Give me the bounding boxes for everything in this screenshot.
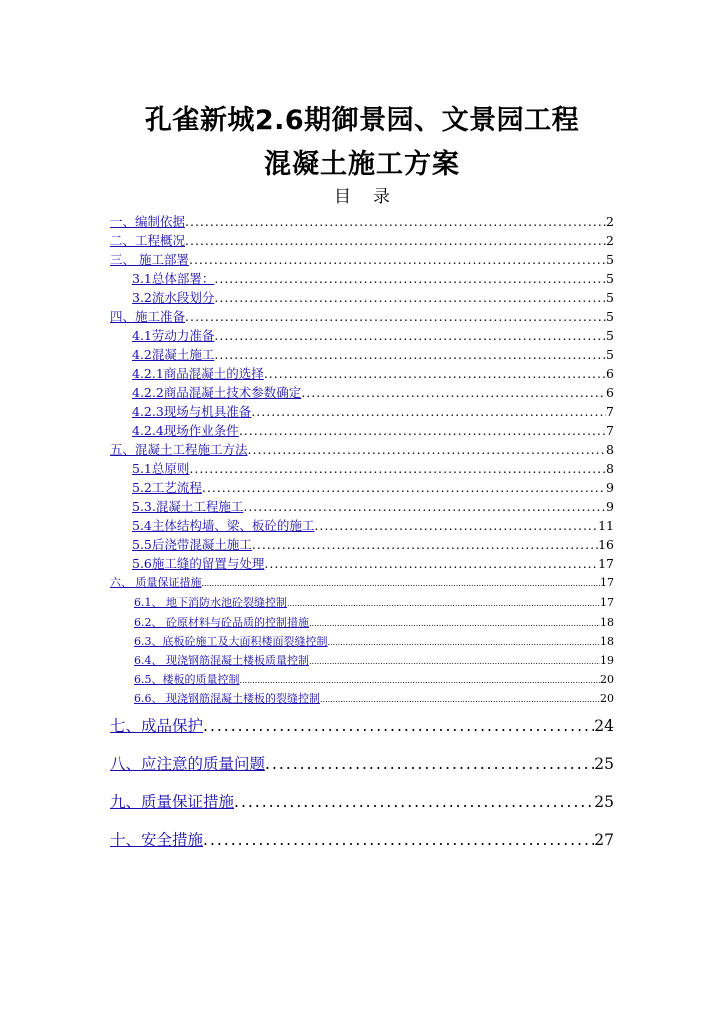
toc-page: 16 [598,537,614,552]
toc-page: 17 [600,596,614,609]
toc-leader [185,214,606,229]
toc-entry[interactable] [110,574,614,590]
toc-entry-label[interactable]: 二、工程概况 [110,233,186,248]
toc-entry[interactable] [110,497,614,514]
toc-page: 20 [600,692,614,705]
toc-entry-label[interactable]: 6.3、底板砼施工及大面积楼面裂缝控制 [134,635,328,648]
toc-page: 2 [606,214,614,229]
toc-entry[interactable] [110,383,614,400]
toc-entry[interactable] [110,250,614,267]
toc-page: 25 [594,755,614,773]
document-title-line1: 孔雀新城2.6期御景园、文景园工程 [144,105,580,136]
toc-entry[interactable] [110,364,614,381]
toc-page: 5 [606,328,614,343]
toc-leader [301,385,606,400]
toc-entry[interactable] [110,345,614,362]
toc-entry-label[interactable]: 九、质量保证措施 [110,793,235,811]
toc-page: 24 [594,717,614,735]
toc-entry-label[interactable]: 5.4主体结构墙、梁、板砼的施工 [132,518,315,533]
toc-entry[interactable] [110,828,614,850]
toc-page: 20 [600,673,614,686]
toc-entry-label[interactable]: 6.5、楼板的质量控制 [134,673,240,686]
toc-entry[interactable] [110,790,614,812]
toc-entry[interactable] [110,459,614,476]
toc-entry[interactable] [110,516,614,533]
toc-entry-label[interactable]: 六、 质量保证措施 [110,576,202,589]
toc-leader [328,638,601,647]
toc-leader [203,831,594,849]
toc-page: 27 [594,831,614,849]
toc-page: 17 [600,576,614,589]
toc-entry-label[interactable]: 5.5后浇带混凝土施工 [132,537,252,552]
toc-entry-label[interactable]: 5.3.混凝土工程施工 [132,499,244,514]
toc-entry[interactable] [110,614,614,630]
toc-leader [265,755,594,773]
toc-entry[interactable] [110,671,614,687]
toc-leader [239,423,606,438]
toc-page: 9 [606,480,614,495]
toc-leader [314,518,598,533]
toc-entry-label[interactable]: 4.2.3现场与机具准备 [132,404,252,419]
toc-entry-label[interactable]: 4.2.4现场作业条件 [132,423,239,438]
toc-entry-label[interactable]: 3.2流水段划分 [132,290,215,305]
toc-leader [203,717,594,735]
toc-page: 8 [606,461,614,476]
toc-leader [214,328,606,343]
toc-entry-label[interactable]: 4.2混凝土施工 [132,347,215,362]
toc-entry[interactable] [110,690,614,706]
toc-entry-label[interactable]: 5.2工艺流程 [132,480,202,495]
toc-entry[interactable] [110,212,614,229]
toc-entry[interactable] [110,288,614,305]
toc-entry-label[interactable]: 5.1总原则 [132,461,190,476]
toc-leader [189,252,606,267]
toc-entry[interactable] [110,307,614,324]
toc-leader [234,793,594,811]
toc-leader [185,309,606,324]
toc-entry[interactable] [110,269,614,286]
toc-leader [309,619,600,628]
toc-leader [185,233,606,248]
toc-page: 9 [606,499,614,514]
toc-page: 7 [606,404,614,419]
toc-entry-label[interactable]: 3.1总体部署： [132,271,215,286]
toc-entry-label[interactable]: 四、施工准备 [110,309,186,324]
toc-leader [214,290,606,305]
toc-page: 25 [594,793,614,811]
toc-leader [202,579,601,588]
document-title-line2: 混凝土施工方案 [264,149,460,180]
toc-leader [309,657,600,666]
toc-entry-label[interactable]: 一、编制依据 [110,214,186,229]
toc-page: 5 [606,290,614,305]
toc-entry[interactable] [110,478,614,495]
toc-leader [240,676,601,685]
toc-leader [320,695,600,704]
toc-page: 5 [606,309,614,324]
toc-entry-label[interactable]: 十、安全措施 [110,831,204,849]
toc-entry[interactable] [110,714,614,736]
toc-entry[interactable] [110,231,614,248]
toc-entry-label[interactable]: 五、混凝土工程施工方法 [110,442,248,457]
toc-leader [252,537,598,552]
toc-entry[interactable] [110,554,614,571]
toc-entry-label[interactable]: 4.2.2商品混凝土技术参数确定 [132,385,302,400]
toc-entry-label[interactable]: 三、 施工部署 [110,252,189,267]
toc-leader [189,461,606,476]
toc-page: 6 [606,366,614,381]
toc-leader [287,599,600,608]
toc-leader [264,366,606,381]
toc-entry-label[interactable]: 6.4、 现浇钢筋混凝土楼板质量控制 [134,654,309,667]
toc-entry[interactable] [110,535,614,552]
toc-entry[interactable] [110,440,614,457]
toc-entry[interactable] [110,594,614,610]
toc-page: 7 [606,423,614,438]
toc-entry[interactable] [110,421,614,438]
toc-page: 6 [606,385,614,400]
toc-entry-label[interactable]: 八、应注意的质量问题 [110,755,266,773]
toc-entry[interactable] [110,633,614,649]
toc-page: 18 [600,616,614,629]
toc-leader [264,556,598,571]
toc-leader [202,480,606,495]
toc-page: 18 [600,635,614,648]
toc-entry-label[interactable]: 6.2、 砼原材料与砼品质的控制措施 [134,616,309,629]
toc-page: 5 [606,347,614,362]
toc-page: 19 [600,654,614,667]
toc-page: 5 [606,271,614,286]
toc-entry[interactable] [110,402,614,419]
toc-entry-label[interactable]: 6.1、 地下消防水池砼裂缝控制 [134,596,287,609]
toc-leader [214,271,606,286]
toc-entry-label[interactable]: 4.1劳动力准备 [132,328,215,343]
toc-page: 2 [606,233,614,248]
toc-page: 17 [598,556,614,571]
toc-leader [251,404,606,419]
toc-entry-label[interactable]: 七、成品保护 [110,717,204,735]
toc-leader [243,499,606,514]
toc-leader [214,347,606,362]
toc-entry-label[interactable]: 5.6施工缝的留置与处理 [132,556,265,571]
toc-entry[interactable] [110,652,614,668]
toc-leader [248,442,607,457]
toc-entry[interactable] [110,326,614,343]
toc-page: 11 [598,518,614,533]
toc-heading: 目录 [334,187,412,207]
toc-entry[interactable] [110,752,614,774]
toc-page: 5 [606,252,614,267]
toc-entry-label[interactable]: 6.6、 现浇钢筋混凝土楼板的裂缝控制 [134,692,320,705]
toc-page: 8 [606,442,614,457]
toc-entry-label[interactable]: 4.2.1商品混凝土的选择 [132,366,264,381]
